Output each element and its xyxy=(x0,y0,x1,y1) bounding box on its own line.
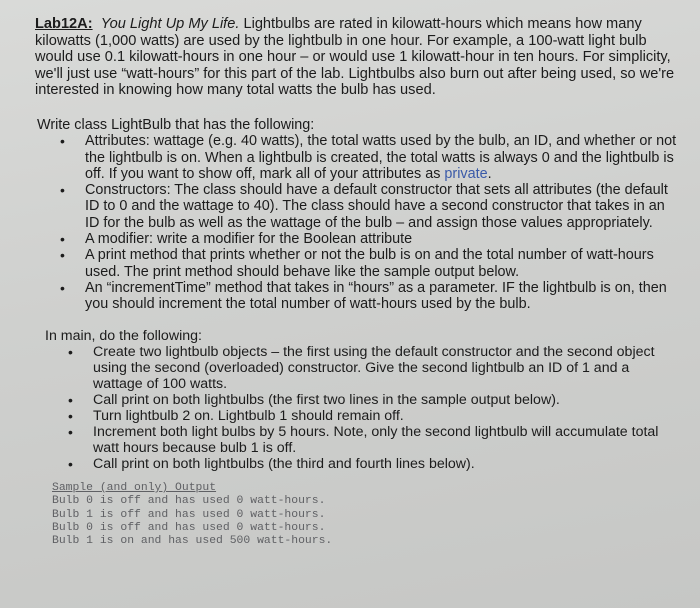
intro-text: Lightbulbs are rated in kilowatt-hours which means how many kilowatts (1,000 watts) are used by the lightbulb in one hour. For example, a 100-watt light bulb would use 0.1 kilowatt-hours in one hour – or would use 1 kilowatt-hour in ten hours. For simplicity, we'll just use “watt-hours” for this part of the lab. Lightbulbs also burn out after being used, so we're interested in knowing how many total watts the bulb has used. xyxy=(35,16,675,99)
list-item: • Call print on both lightbulbs (the third and fourth lines below). xyxy=(45,456,665,472)
sample-output-line: Bulb 1 is off and has used 0 watt-hours. xyxy=(52,508,326,521)
list-item: • Increment both light bulbs by 5 hours. Note, only the second lightbulb will accumulate total watt hours because bulb 1 is off. xyxy=(45,424,665,456)
class-requirements xyxy=(37,117,677,313)
lab-label: Lab12A: xyxy=(35,16,93,32)
main-list xyxy=(45,344,665,472)
main-requirements xyxy=(45,328,665,472)
sample-output-header: Sample (and only) Output xyxy=(52,482,217,494)
class-list xyxy=(37,133,677,312)
sample-output-line: Bulb 0 is off and has used 0 watt-hours. xyxy=(52,495,326,508)
intro-paragraph xyxy=(35,16,675,99)
list-item: • A print method that prints whether or not the bulb is on and the total number of watt-hours used. The print method should behave like the sample output below. xyxy=(37,247,677,280)
list-item: • A modifier: write a modifier for the Boolean attribute xyxy=(37,231,677,247)
list-item: • Create two lightbulb objects – the first using the default constructor and the second object using the second (overloaded) constructor. Give the second lightbulb an ID of 1 and a wattage of 100 watts. xyxy=(45,344,665,392)
sample-output-line: Bulb 1 is on and has used 500 watt-hours. xyxy=(52,535,333,548)
private-keyword: private xyxy=(444,165,488,182)
sample-output xyxy=(52,482,332,548)
list-item: • An “incrementTime” method that takes in “hours” as a parameter. IF the lightbulb is on, then you should increment the total number of watt-hours used by the bulb. xyxy=(37,280,677,313)
sample-output-line: Bulb 0 is off and has used 0 watt-hours. xyxy=(52,521,326,534)
main-heading: In main, do the following: xyxy=(45,328,202,344)
class-heading: Write class LightBulb that has the following: xyxy=(37,117,315,133)
list-item: • Turn lightbulb 2 on. Lightbulb 1 should remain off. xyxy=(45,408,665,424)
list-item: • Constructors: The class should have a default constructor that sets all attributes (the default ID to 0 and the wattage to 40). The class should have a second constructor that takes in an ID for the bulb as well as the wattage of the bulb – and assign those values appropriately. xyxy=(37,182,677,231)
list-item: • Call print on both lightbulbs (the first two lines in the sample output below). xyxy=(45,392,665,408)
list-item: • Attributes: wattage (e.g. 40 watts), the total watts used by the bulb, an ID, and whether or not the lightbulb is on. When a lightbulb is created, the total watts is always 0 and the lightbulb is off. If you want to show off, mark all of your attributes as private. xyxy=(37,133,677,182)
lab-title: You Light Up My Life. xyxy=(100,16,240,32)
